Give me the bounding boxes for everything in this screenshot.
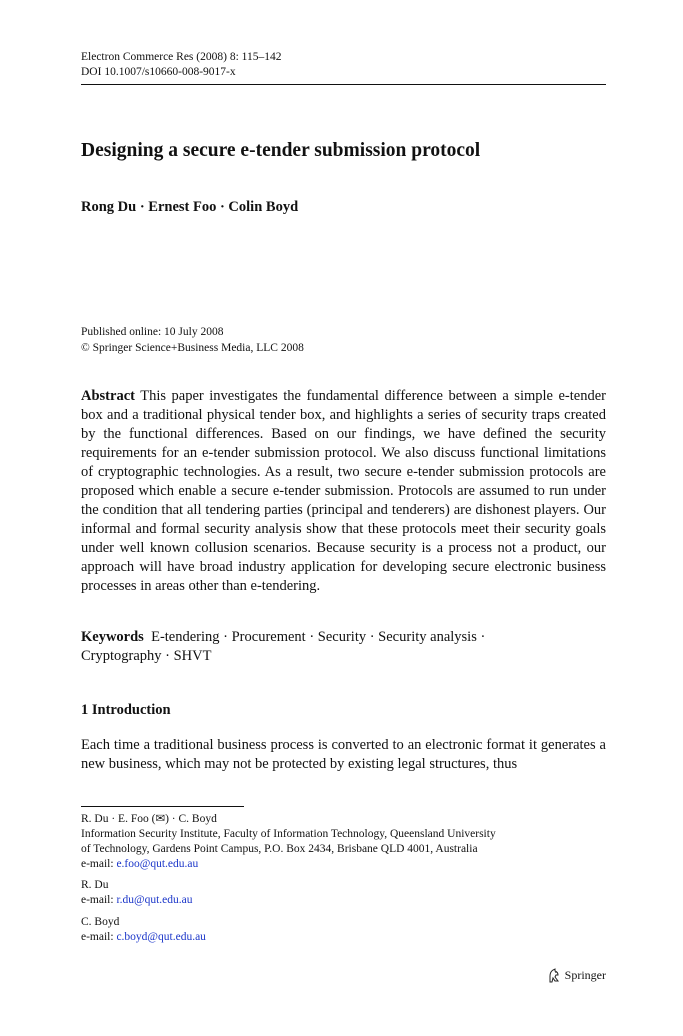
footnote-affiliation	[81, 812, 496, 872]
paper-title: Designing a secure e-tender submission protocol	[81, 140, 481, 161]
affiliation-line-1: Information Security Institute, Faculty of Information Technology, Queensland University	[81, 828, 496, 840]
footnote-name: C. Boyd	[81, 916, 120, 928]
footnote-names: R. Du · E. Foo (✉) · C. Boyd	[81, 813, 217, 825]
author-list: Rong Du · Ernest Foo · Colin Boyd	[81, 199, 299, 215]
published-date: Published online: 10 July 2008	[81, 326, 224, 338]
springer-horse-icon	[547, 968, 561, 983]
keywords	[81, 628, 606, 666]
footnote-du	[81, 878, 193, 908]
keywords-line-2: Cryptography · SHVT	[81, 648, 212, 664]
copyright-notice: © Springer Science+Business Media, LLC 2008	[81, 342, 304, 354]
abstract	[81, 387, 606, 596]
keywords-label: Keywords	[81, 629, 144, 645]
affiliation-line-2: of Technology, Gardens Point Campus, P.O. Box 2434, Brisbane QLD 4001, Australia	[81, 843, 478, 855]
publisher-logo	[547, 968, 606, 983]
header-rule	[81, 84, 606, 85]
section-text: Each time a traditional business process is converted to an electronic format it generates a new business, which may not be protected by existing legal structures, thus	[81, 737, 606, 772]
publisher-name: Springer	[564, 968, 606, 982]
envelope-icon: ✉	[155, 813, 166, 825]
email-link-foo[interactable]: e.foo@qut.edu.au	[116, 858, 199, 870]
email-link-boyd[interactable]: c.boyd@qut.edu.au	[116, 931, 206, 943]
section-heading: 1 Introduction	[81, 702, 171, 718]
email-row: e-mail: e.foo@qut.edu.au	[81, 858, 199, 870]
email-row: e-mail: r.du@qut.edu.au	[81, 894, 193, 906]
doi: DOI 10.1007/s10660-008-9017-x	[81, 66, 236, 78]
footnote-rule	[81, 806, 244, 807]
journal-header	[81, 50, 281, 80]
publication-info	[81, 324, 304, 356]
abstract-text: This paper investigates the fundamental difference between a simple e-tender box and a traditional physical tender box, and highlights a series of security traps created by the functional differences. Based on our findings, we have defined the security requirements for an e-tender submission protocol. We also discuss functional limitations of cryptographic technologies. As a result, two secure e-tender submission protocols are proposed which enable a secure e-tender submission. Protocols are assumed to run under the condition that all tendering parties (principal and tenderers) are dishonest players. Our informal and formal security analysis show that these protocols meet their security goals under well known collusion scenarios. Because security is a process not a product, our approach will have broad industry application for developing secure electronic business processes in areas other than e-tendering.	[81, 388, 606, 594]
keywords-line-1: E-tendering · Procurement · Security · Security analysis ·	[151, 629, 486, 645]
email-link-du[interactable]: r.du@qut.edu.au	[116, 894, 193, 906]
footnote-name: R. Du	[81, 879, 109, 891]
footnote-boyd	[81, 915, 206, 945]
journal-citation: Electron Commerce Res (2008) 8: 115–142	[81, 51, 282, 63]
email-row: e-mail: c.boyd@qut.edu.au	[81, 931, 206, 943]
abstract-label: Abstract	[81, 388, 135, 404]
